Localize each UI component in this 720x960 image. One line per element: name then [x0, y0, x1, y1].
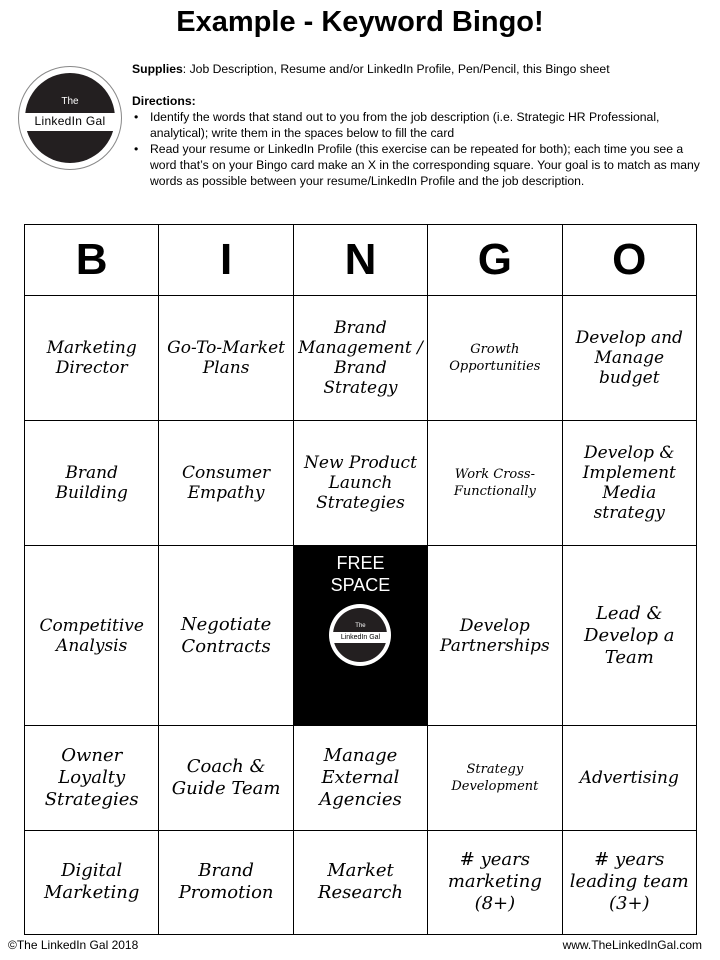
copyright-text: ©The LinkedIn Gal 2018: [8, 938, 139, 952]
bingo-cell[interactable]: Strategy Development: [428, 726, 562, 830]
supplies-text: : Job Description, Resume and/or LinkedIn Profile, Pen/Pencil, this Bingo sheet: [182, 62, 610, 76]
free-space-line2: SPACE: [330, 574, 391, 595]
logo-the: The: [61, 96, 79, 107]
bingo-row-4: [25, 726, 697, 830]
bingo-header-b: B: [25, 225, 159, 296]
bingo-row-5: [25, 830, 697, 934]
bingo-cell[interactable]: Work Cross-Functionally: [428, 420, 562, 545]
directions-list: [132, 109, 702, 189]
free-space-line1: FREE: [336, 552, 385, 573]
bingo-header-row: [25, 225, 697, 296]
free-space-cell: [293, 545, 427, 726]
bingo-cell[interactable]: Develop & Implement Media strategy: [562, 420, 696, 545]
bingo-cell[interactable]: New Product Launch Strategies: [293, 420, 427, 545]
bingo-cell[interactable]: Develop Partnerships: [428, 545, 562, 726]
direction-item-1: • Identify the words that stand out to you from the job description (i.e. Strategic HR Professional, analytical); write them in the spaces below to fill the card: [132, 109, 702, 141]
bingo-cell[interactable]: Negotiate Contracts: [159, 545, 293, 726]
linkedin-gal-logo: [18, 66, 122, 170]
bingo-header-n: N: [293, 225, 427, 296]
supplies-label: Supplies: [132, 62, 183, 76]
bingo-cell[interactable]: # years marketing (8+): [428, 830, 562, 934]
bingo-row-3: [25, 545, 697, 726]
bingo-cell[interactable]: Manage External Agencies: [293, 726, 427, 830]
free-logo-disc: [333, 608, 387, 662]
bingo-header-g: G: [428, 225, 562, 296]
direction-item-2: • Read your resume or LinkedIn Profile (this exercise can be repeated for both); each time you see a word that’s on your Bingo card make an X in the corresponding square. Your goal is to match as many words as possible between your resume/LinkedIn Profile and the job description.: [132, 141, 702, 189]
bingo-cell[interactable]: Owner Loyalty Strategies: [25, 726, 159, 830]
free-logo-band: [333, 632, 387, 643]
bingo-row-1: [25, 296, 697, 421]
bingo-cell[interactable]: Market Research: [293, 830, 427, 934]
free-logo-the: The: [355, 622, 366, 629]
bingo-cell[interactable]: Brand Promotion: [159, 830, 293, 934]
free-space-logo: [329, 604, 391, 666]
bingo-cell[interactable]: # years leading team (3+): [562, 830, 696, 934]
directions-heading-text: Directions: [132, 94, 192, 108]
directions-heading: Directions:: [132, 94, 196, 108]
bingo-header-i: I: [159, 225, 293, 296]
supplies-line: [132, 62, 712, 76]
bingo-cell[interactable]: Consumer Empathy: [159, 420, 293, 545]
bingo-cell[interactable]: Develop and Manage budget: [562, 296, 696, 421]
page-title: Example - Keyword Bingo!: [176, 6, 544, 38]
bingo-cell[interactable]: Advertising: [562, 726, 696, 830]
bingo-cell[interactable]: Digital Marketing: [25, 830, 159, 934]
logo-band: [25, 113, 115, 131]
bingo-cell[interactable]: Brand Management / Brand Strategy: [293, 296, 427, 421]
bingo-cell[interactable]: Coach & Guide Team: [159, 726, 293, 830]
bingo-cell[interactable]: Lead & Develop a Team: [562, 545, 696, 726]
bingo-cell[interactable]: Marketing Director: [25, 296, 159, 421]
bingo-header-o: O: [562, 225, 696, 296]
bingo-cell[interactable]: Growth Opportunities: [428, 296, 562, 421]
bingo-cell[interactable]: Brand Building: [25, 420, 159, 545]
free-logo-name: LinkedIn Gal: [340, 633, 381, 641]
bingo-row-2: [25, 420, 697, 545]
logo-name: LinkedIn Gal: [34, 114, 106, 128]
bingo-cell[interactable]: Competitive Analysis: [25, 545, 159, 726]
bingo-card: [24, 224, 697, 935]
website-link[interactable]: www.TheLinkedInGal.com: [562, 938, 702, 952]
bingo-cell[interactable]: Go-To-Market Plans: [159, 296, 293, 421]
logo-disc: [25, 73, 115, 163]
